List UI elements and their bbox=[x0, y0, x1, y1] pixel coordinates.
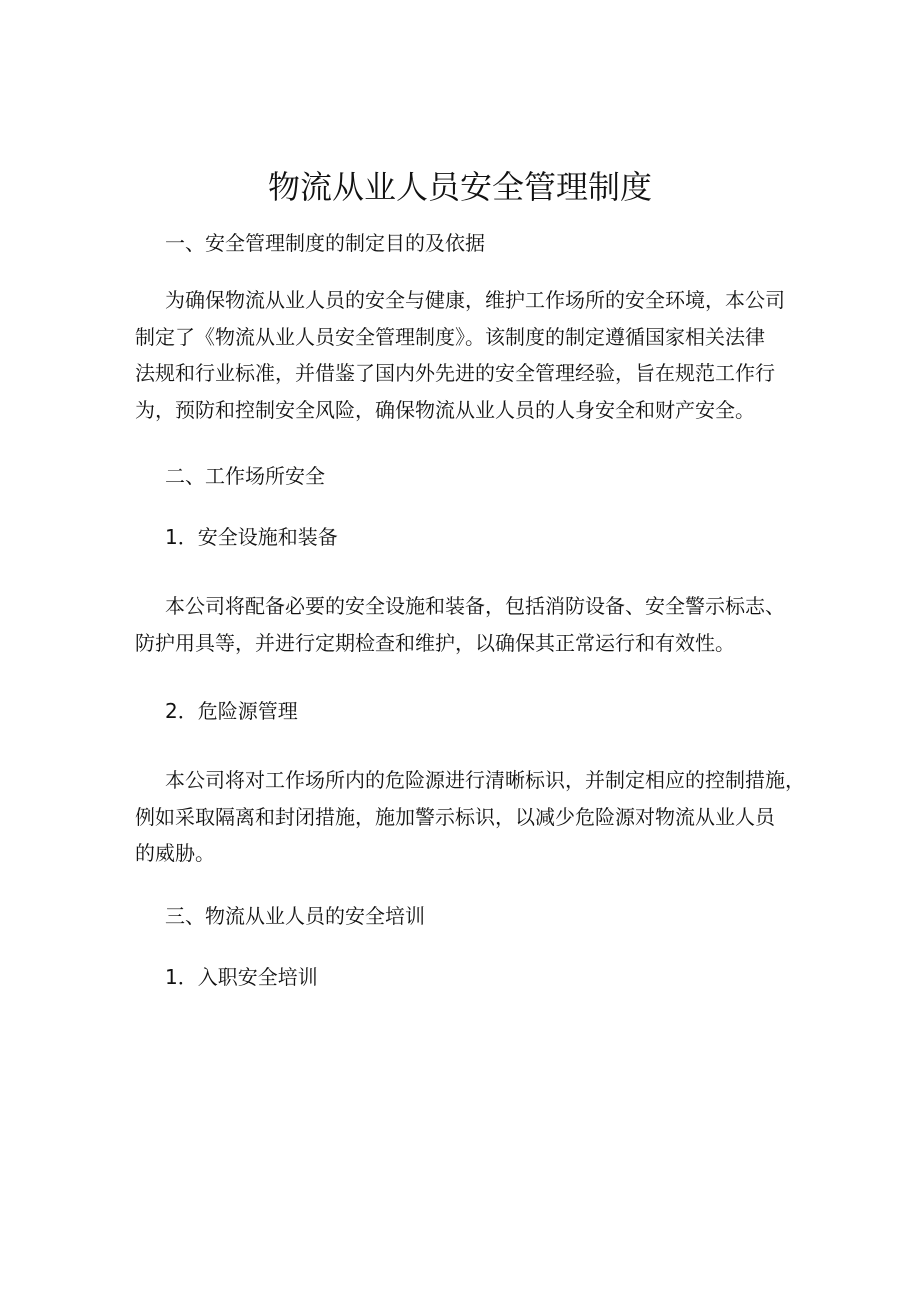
section-heading-1: 一、安全管理制度的制定目的及依据 bbox=[165, 231, 485, 255]
subsection-title-2-1: 1．安全设施和装备 bbox=[165, 525, 338, 549]
paragraph-line: 法规和行业标准，并借鉴了国内外先进的安全管理经验，旨在规范工作行 bbox=[135, 361, 775, 385]
paragraph-line: 为，预防和控制安全风险，确保物流从业人员的人身安全和财产安全。 bbox=[135, 397, 755, 422]
paragraph-line: 制定了《物流从业人员安全管理制度》。该制度的制定遵循国家相关法律 bbox=[135, 324, 765, 349]
paragraph-line: 为确保物流从业人员的安全与健康，维护工作场所的安全环境，本公司 bbox=[165, 288, 785, 312]
paragraph-line: 的威胁。 bbox=[135, 841, 215, 865]
section-heading-2: 二、工作场所安全 bbox=[165, 464, 325, 488]
paragraph-line: 例如采取隔离和封闭措施，施加警示标识，以减少危险源对物流从业人员 bbox=[135, 804, 775, 829]
subsection-title-2-2: 2．危险源管理 bbox=[165, 699, 298, 723]
subsection-2-2-paragraph bbox=[135, 762, 805, 872]
document-title: 物流从业人员安全管理制度 bbox=[267, 168, 652, 206]
section-heading-3: 三、物流从业人员的安全培训 bbox=[165, 904, 425, 928]
paragraph-line: 防护用具等，并进行定期检查和维护，以确保其正常运行和有效性。 bbox=[135, 630, 735, 655]
paragraph-line: 本公司将配备必要的安全设施和装备，包括消防设备、安全警示标志、 bbox=[165, 594, 785, 618]
subsection-2-1-paragraph bbox=[135, 588, 795, 661]
paragraph-line: 本公司将对工作场所内的危险源进行清晰标识，并制定相应的控制措施， bbox=[165, 768, 805, 792]
subsection-title-3-1: 1．入职安全培训 bbox=[165, 965, 318, 989]
section-1-paragraph bbox=[135, 282, 795, 428]
